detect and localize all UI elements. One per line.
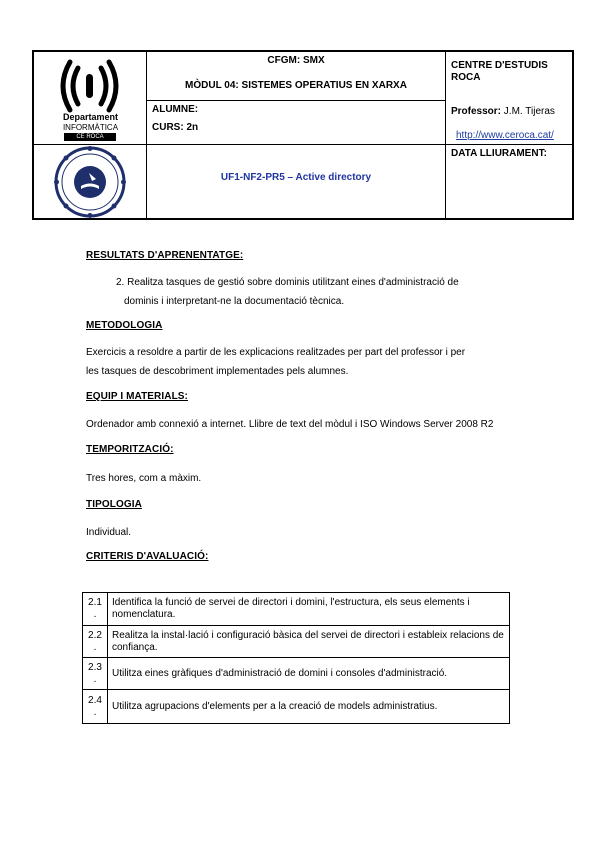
equipment-text: Ordenador amb connexió a internet. Llibre de text del mòdul i ISO Windows Server 2008 R2 [86,419,494,430]
table-row [83,593,510,626]
module-title: MÒDUL 04: SISTEMES OPERATIUS EN XARXA [185,80,407,91]
equipment-heading: EQUIP I MATERIALS: [86,391,188,402]
professor-line [451,106,555,117]
table-row [83,690,510,724]
practice-title: UF1-NF2-PR5 – Active directory [220,172,372,183]
student-label: ALUMNE: [152,104,199,115]
results-text-line1: 2. Realitza tasques de gestió sobre dominis utilitzant eines d'administració de [116,277,459,288]
centre-name-line1: CENTRE D'ESTUDIS [451,60,548,71]
timing-heading: TEMPORITZACIÓ: [86,444,174,455]
professor-name: J.M. Tijeras [503,106,555,117]
methodology-text-line1: Exercicis a resoldre a partir de les explicacions realitzades per part del professor i per [86,347,466,358]
course-year-label: CURS: 2n [152,122,199,133]
criteria-text: Utilitza eines gràfiques d'administració de domini i consoles d'administració. [108,658,510,690]
table-row [83,658,510,690]
criteria-table [82,592,510,724]
criteria-text: Identifica la funció de servei de directori i domini, l'estructura, els seus elements i nomenclatura. [108,593,510,626]
school-seal [34,145,147,220]
criteria-number: 2.2 . [83,626,108,658]
methodology-text-line2: les tasques de descobriment implementades pels alumnes. [86,366,349,377]
criteria-number: 2.3 . [83,658,108,690]
criteria-number: 2.1 . [83,593,108,626]
logo-text-department: Departament [62,112,118,122]
course-label: CFGM: SMX [267,55,325,66]
table-row [83,626,510,658]
professor-label: Professor: [451,106,502,117]
results-text-line2: dominis i interpretant-ne la documentació tècnica. [124,296,345,307]
criteria-heading: CRITERIS D'AVALUACIÓ: [86,551,209,562]
centre-name-line2: ROCA [451,72,481,83]
typology-heading: TIPOLOGIA [86,499,142,510]
timing-text: Tres hores, com a màxim. [86,473,202,484]
results-heading: RESULTATS D'APRENENTATGE: [86,250,244,261]
logo-text-ceroca: CE ROCA [64,133,116,141]
seal-emblem-icon [34,145,147,219]
header-divider [445,52,446,218]
header-divider [146,100,445,101]
criteria-text: Utilitza agrupacions d'elements per a la creació de models administratius. [108,690,510,724]
document-header [32,50,574,220]
website-link[interactable]: http://www.ceroca.cat/ [456,130,554,141]
department-logo [34,52,147,145]
criteria-text: Realitza la instal·lació i configuració bàsica del servei de directori i estableix relacions de confiança. [108,626,510,658]
logo-text-informatica: INFORMÀTICA [62,123,119,132]
criteria-number: 2.4 . [83,690,108,724]
methodology-heading: METODOLOGIA [86,320,163,331]
typology-text: Individual. [86,527,132,538]
delivery-date-label: DATA LLIURAMENT: [451,148,547,159]
